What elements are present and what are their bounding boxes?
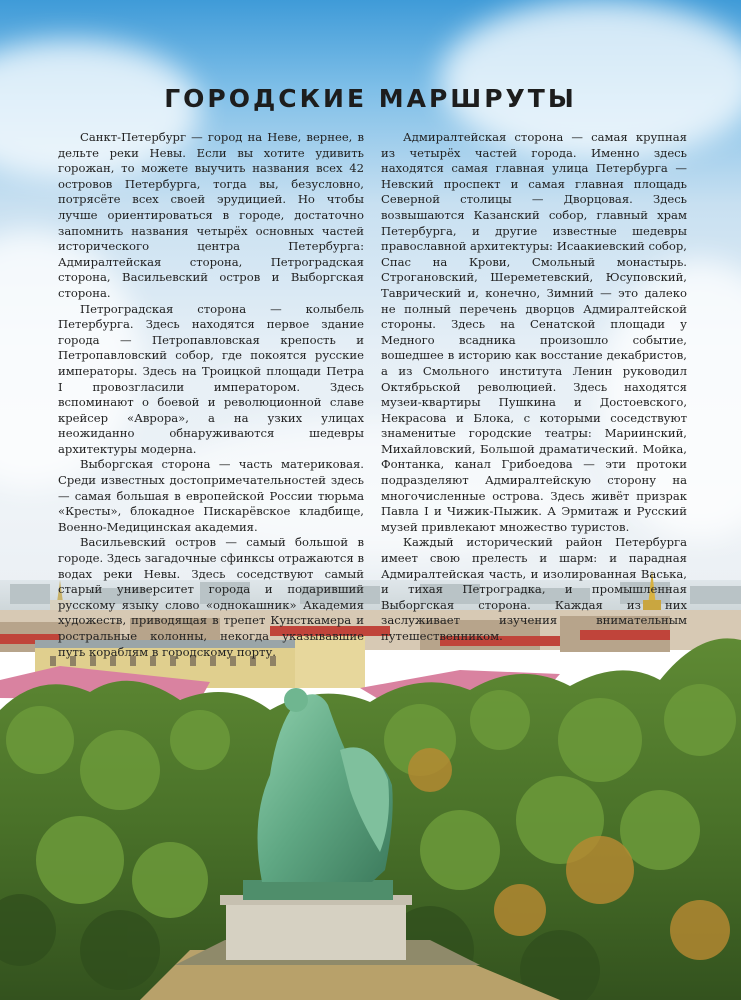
paragraph: Васильевский остров — самый большой в городе. Здесь загадочные сфинксы отражаются в водах реки Невы. Здесь соседствуют самый старый университет города и подаривший русскому языку слово «однокашник» Академия художеств, приводящая в трепет Кунсткамера и ростральные колонны, некогда указывавшие путь кораблям в городскому порту. bbox=[58, 535, 364, 659]
paragraph: Санкт-Петербург — город на Неве, вернее, в дельте реки Невы. Если вы хотите удивить горожан, то можете выучить названия всех 42 островов Петербурга, тогда вы, безусловно, потрясёте всех своей эрудицией. Но чтобы лучше ориентироваться в городе, достаточно запомнить названия четырёх основных частей исторического центра Петербурга: Адмиралтейская сторона, Петроградская сторона, Васильевский остров и Выборгская сторона. bbox=[58, 130, 364, 300]
paragraph: Выборгская сторона — часть материковая. Среди известных достопримечательностей здесь — самая большая в европейской России тюрьма «Кресты», блокадное Пискарёвское кладбище, Военно-Медицинская академия. bbox=[58, 457, 364, 534]
text-column-right bbox=[381, 130, 687, 645]
page-title: ГОРОДСКИЕ МАРШРУТЫ bbox=[164, 84, 577, 113]
paragraph: Каждый исторический район Петербурга имеет свою прелесть и шарм: и парадная Адмиралтейская часть, и изолированная Васька, и тихая Петроградка, и промышленная Выборгская сторона. Каждая из них заслуживает изучения внимательным путешественником. bbox=[381, 535, 687, 643]
paragraph: Петроградская сторона — колыбель Петербурга. Здесь находятся первое здание города — Петропавловская крепость и Петропавловский собор, где покоятся русские императоры. Здесь на Троицкой площади Петра I провозгласили императором. Здесь вспоминают о боевой и революционной славе крейсер «Аврора», а на узких улицах неожиданно обнаруживаются шедевры архитектуры модерна. bbox=[58, 301, 364, 456]
text-column-left bbox=[58, 130, 364, 660]
paragraph: Адмиралтейская сторона — самая крупная из четырёх частей города. Именно здесь находятся самая главная улица Петербурга — Невский проспект и самая главная площадь Северной столицы — Дворцовая. Здесь возвышаются Казанский собор, главный храм Петербурга, и другие известные шедевры православной архитектуры: Исаакиевский собор, Спас на Крови, Смольный монастырь. Строгановский, Шереметевский, Юсуповский, Таврический и, конечно, Зимний — это далеко не полный перечень дворцов Адмиралтейской стороны. Здесь на Сенатской площади у Медного всадника произошло событие, вошедшее в историю как восстание декабристов, а из Смольного института Ленин руководил Октябрьской революцией. Здесь находятся музеи-квартиры Пушкина и Достоевского, Некрасова и Блока, с которыми соседствуют знаменитые городские театры: Мариинский, Михайловский, Большой драматический. Мойка, Фонтанка, канал Грибоедова — эти протоки подразделяют Адмиралтейскую сторону на многочисленные острова. Здесь живёт призрак Павла I и Чижик-Пыжик. А Эрмитаж и Русский музей привлекают множество туристов. bbox=[381, 130, 687, 534]
